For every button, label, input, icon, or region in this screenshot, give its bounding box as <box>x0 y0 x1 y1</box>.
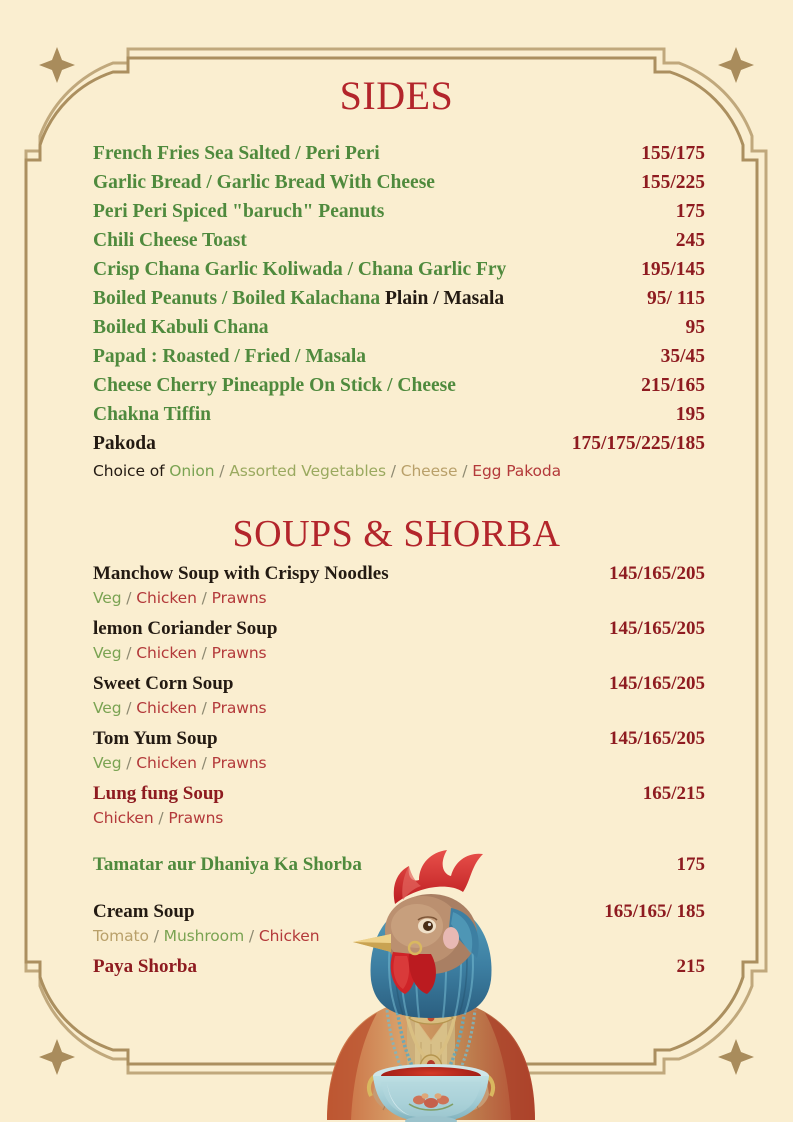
pakoda-choice-line <box>93 463 705 480</box>
item-price: 195/145 <box>641 259 705 280</box>
rooster-robe <box>327 1004 535 1120</box>
soup-variants <box>93 589 705 607</box>
soup-price: 165/215 <box>642 783 705 804</box>
soup-price: 145/165/205 <box>608 728 705 749</box>
variant-veg: Veg <box>93 589 122 607</box>
menu-row <box>93 260 705 280</box>
variant-chicken: Chicken <box>93 809 154 827</box>
bowl-floral-motif <box>409 1093 453 1110</box>
item-name: French Fries Sea Salted / Peri Peri <box>93 143 380 164</box>
variant-mushroom: Mushroom <box>163 927 245 945</box>
soup-price: 145/165/205 <box>608 618 705 639</box>
choice-option-assorted-vegetables: Assorted Vegetables <box>229 462 386 480</box>
variant-prawns: Prawns <box>211 589 267 607</box>
soup-block <box>93 784 705 827</box>
variant-prawns: Prawns <box>211 754 267 772</box>
menu-row <box>93 376 705 396</box>
soup-price: 145/165/205 <box>608 563 705 584</box>
variant-chicken: Chicken <box>136 699 197 717</box>
item-price: 215/165 <box>641 375 705 396</box>
soup-name: Tamatar aur Dhaniya Ka Shorba <box>93 854 362 875</box>
item-name-group <box>93 289 504 309</box>
menu-row <box>93 347 705 367</box>
item-name-suffix: Plain / Masala <box>385 288 505 309</box>
choice-separator: / <box>214 462 230 480</box>
soup-price: 145/165/205 <box>608 673 705 694</box>
menu-row <box>93 405 705 425</box>
item-name: Garlic Bread / Garlic Bread With Cheese <box>93 172 435 193</box>
soup-liquid <box>381 1067 481 1085</box>
soup-name: Paya Shorba <box>93 956 197 977</box>
variant-separator: / <box>244 927 259 945</box>
soup-price: 175 <box>676 854 705 875</box>
menu-row <box>93 173 705 193</box>
soups-section-title: SOUPS & SHORBA <box>232 513 561 555</box>
soup-block <box>93 674 705 717</box>
item-price: 175 <box>675 201 705 222</box>
spacer <box>93 839 705 855</box>
soup-price: 165/165/ 185 <box>604 901 705 922</box>
variant-separator: / <box>196 699 212 717</box>
variant-separator: / <box>121 699 137 717</box>
soup-variants <box>93 809 705 827</box>
variant-separator: / <box>121 754 137 772</box>
item-name: Chakna Tiffin <box>93 404 211 425</box>
choice-lead: Choice of <box>93 462 170 480</box>
soup-block <box>93 957 705 976</box>
item-price: 35/45 <box>660 346 705 367</box>
soup-name: Manchow Soup with Crispy Noodles <box>93 563 389 584</box>
variant-prawns: Prawns <box>211 644 267 662</box>
choice-option-cheese: Cheese <box>400 462 458 480</box>
rooster-necklaces <box>387 1006 475 1108</box>
soup-block <box>93 855 705 874</box>
item-name: Pakoda <box>93 433 156 454</box>
variant-separator: / <box>153 809 169 827</box>
variant-chicken: Chicken <box>136 589 197 607</box>
item-price: 195 <box>675 404 705 425</box>
item-name: Peri Peri Spiced "baruch" Peanuts <box>93 201 385 222</box>
soup-block <box>93 564 705 607</box>
soup-price: 215 <box>676 956 705 977</box>
soup-variants <box>93 644 705 662</box>
item-name: Papad : Roasted / Fried / Masala <box>93 346 366 367</box>
variant-veg: Veg <box>93 644 122 662</box>
soups-item-list <box>93 564 705 988</box>
sides-section-title: SIDES <box>339 73 454 118</box>
herb-garnish <box>393 1072 468 1090</box>
item-price: 95 <box>685 317 705 338</box>
menu-row <box>93 202 705 222</box>
variant-separator: / <box>196 644 212 662</box>
rooster-pendant <box>420 1055 442 1081</box>
soup-name: Sweet Corn Soup <box>93 673 234 694</box>
soup-variants <box>93 754 705 772</box>
variant-prawns: Prawns <box>168 809 224 827</box>
variant-separator: / <box>148 927 164 945</box>
menu-row <box>93 144 705 164</box>
sparkle-bottom-left <box>39 1039 75 1075</box>
variant-veg: Veg <box>93 699 122 717</box>
choice-option-onion: Onion <box>169 462 215 480</box>
item-price: 155/225 <box>641 172 705 193</box>
variant-chicken: Chicken <box>136 644 197 662</box>
soup-name: Lung fung Soup <box>93 783 224 804</box>
soup-block <box>93 619 705 662</box>
spacer <box>93 886 705 902</box>
variant-separator: / <box>196 589 212 607</box>
variant-chicken: Chicken <box>136 754 197 772</box>
variant-tomato: Tomato <box>93 927 149 945</box>
rooster-hands <box>369 1076 493 1111</box>
sparkle-bottom-right <box>718 1039 754 1075</box>
soup-name: Cream Soup <box>93 901 195 922</box>
choice-option-egg-pakoda: Egg Pakoda <box>472 462 562 480</box>
menu-row <box>93 318 705 338</box>
menu-row-pakoda <box>93 434 705 454</box>
variant-prawns: Prawns <box>211 699 267 717</box>
variant-chicken: Chicken <box>258 927 320 945</box>
variant-separator: / <box>121 644 137 662</box>
soup-bowl <box>373 1064 489 1122</box>
item-price: 95/ 115 <box>647 288 705 309</box>
sides-item-list <box>93 144 705 480</box>
item-price: 245 <box>675 230 705 251</box>
variant-separator: / <box>121 589 137 607</box>
soup-block <box>93 729 705 772</box>
item-name: Chili Cheese Toast <box>93 230 247 251</box>
soup-name: Tom Yum Soup <box>93 728 218 749</box>
soup-block <box>93 902 705 945</box>
item-name: Boiled Peanuts / Boiled Kalachana <box>93 288 385 309</box>
variant-separator: / <box>196 754 212 772</box>
soup-variants <box>93 927 705 945</box>
item-name: Boiled Kabuli Chana <box>93 317 269 338</box>
soup-name: lemon Coriander Soup <box>93 618 278 639</box>
soup-variants <box>93 699 705 717</box>
menu-row <box>93 289 705 309</box>
item-price: 155/175 <box>641 143 705 164</box>
rooster-shoulder-ornament <box>409 1012 453 1024</box>
variant-veg: Veg <box>93 754 122 772</box>
item-price: 175/175/225/185 <box>571 433 705 454</box>
choice-separator: / <box>457 462 473 480</box>
item-name: Cheese Cherry Pineapple On Stick / Cheese <box>93 375 456 396</box>
item-name: Crisp Chana Garlic Koliwada / Chana Garlic Fry <box>93 259 507 280</box>
menu-row <box>93 231 705 251</box>
choice-separator: / <box>385 462 401 480</box>
